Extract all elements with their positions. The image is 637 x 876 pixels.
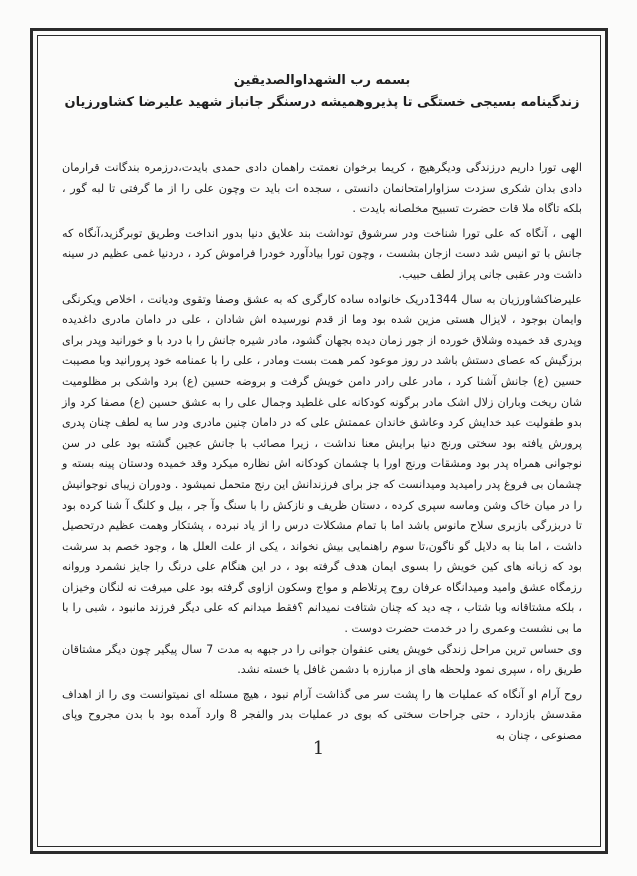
paragraph-prayer: الهی تورا داریم درزندگی ودیگرهیچ ، کریما برخوان نعمتت راهمان دادی حمدی بایدت،درزمره بندگانت قرارمان دادی بدان شکری سزدت سزاوارامتحانمان دانستی ، سجده ات باید ت وچون علی را از ما گرفتی تا لبه گور ، بلکه تاگاه ملا قات حضرت تسبیح مخلصانه بایدت .	[62, 161, 582, 216]
paragraph-biography: علیرضاکشاورزیان به سال 1344دریک خانواده ساده کارگری که به عشق وصفا وتقوی ودیانت ، اخلاص ویکرنگی وایمان بوجود ، لایزال هستی مزین شده بود وما از قدم نورسیده اش شادان ، علی در دامان مادری داغدیده وپدری قد خمیده وشلاق خورده از جور زمان دیده بجهان گشود، مادر شیره جانش را با درد با و خورانید وپدر برای برزگیش که عصای دستش باشد در روز موعود کمر همت بست ومادر ، علی را با عمنامه خود پرورانید وبا مصیبت حسین (ع) جانش آشنا کرد ، مادر علی رادر دامن خویش گرفت و بروضه حسین (ع) برد واشکی بر مظلومیت شان ریخت وباران زلال اشک مادر برگونه کودکانه علی غلطید وجمال علی را به عشق حسین (ع) مصفا کرد واز بدو طفولیت عبد خدایش کرد وعاشق خاندان عممتش علی که در دامان چنین مادری ودر سا یه لطف چنان پدری پرورش یافته بود سختی ورنج دنیا برایش معنا نداشت ، زیرا مصائب با جانش عجین گشته بود علی در سن نوجوانی همراه پدر بود ومشقات ورنج اورا با چشمان کودکانه اش نظاره میکرد وقد خمیده ودستان پینه بسته و چشمان بی فروغ پدر رامیدید ومیدانست که جز برای فرزندانش این رنج متحمل نمیشود . ودوران زیبای نوجوانیش را در میان خاک وشن وماسه سپری کرده ، دستان ظریف و نازکش را با سنگ وآ جر ، بیل و کلنگ آ شنا کرده بود تا دربزرگی بازبری سلاح مانوس باشد اما با تمام مشکلات درس را از یاد نبرده ، پشتکار وهمت عظیم درتحصیل داشت ، اما بنا به دلایل گو ناگون،تا سوم راهنمایی بیش نخواند ، یکی از علت العلل ها ، وجود خصم بد سرشت بود که زبانه های کین خویش را بسوی ایمان هدف گرفته بود ، در این هنگام علی درنگ را جایز نشمرد وروانه رزمگاه عشق وامید ومیدانگاه عرفان روح پرتلاطم و مواج وسکون ازاوی گرفته بود علی میرفت نه لنگان وخیزان ، بلکه مشتاقانه وبا شتاب ، چه دید که چنان شتافت نمیدانم ؟فقط میدانم که علی دیگر فرزند مانبود ، شبی را با ما بی نشست وعمری را در خدمت حضرت دوست .	[62, 292, 582, 636]
page-number: 1	[312, 738, 325, 759]
document-body	[62, 60, 582, 747]
paragraph-devotion: الهی ، آنگاه که علی تورا شناخت ودر سرشوق توداشت بند علایق دنیا بدور انداخت وطریق توبرگزید،آنگاه که جانش با تو انیس شد دست ازجان بشست ، وچون تورا بیادآورد خودرا فراموش کرد ، دردنیا غمی عظیم در سینه داشت ودر عقبی جانی پراز لطف حبیب.	[62, 226, 582, 281]
invocation-heading: بسمه رب الشهداوالصدیقین	[233, 73, 411, 88]
paragraph-front-service: وی حساس ترین مراحل زندگی خویش یعنی عنفوان جوانی را در جبهه به مدت 7 سال پیگیر چون دیگر مشتاقان طریق راه ، سپری نمود ولحظه های از مبارزه با دشمن غافل یا خسته نشد.	[62, 642, 583, 677]
page-title: زندگینامه بسیجی خستگی تا پذیروهمیشه درسنگر جانباز شهید علیرضا کشاورزیان	[64, 95, 580, 110]
paragraph-spirit: روح آرام او آنگاه که عملیات ها را پشت سر می گذاشت آرام نبود ، هیچ مسئله ای نمیتوانست وی را از اهداف مقدسش بازدارد ، حتی جراحات سختی که بوی در عملیات بدر والفجر 8 وارد آمده بود با بدن مجروح وپای مصنوعی ، چنان به	[62, 687, 582, 743]
